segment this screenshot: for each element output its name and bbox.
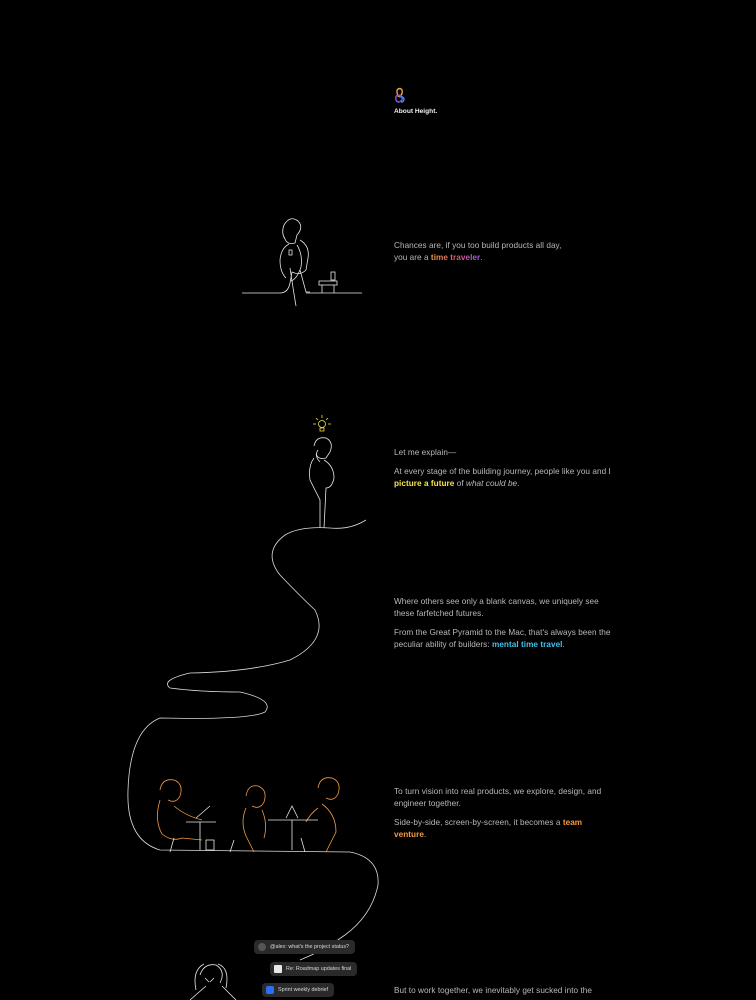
- team-highlight: team: [562, 818, 583, 827]
- mail-icon: [274, 965, 282, 973]
- explain-line-2: [394, 478, 694, 490]
- others-text: [394, 596, 694, 620]
- venture-highlight: venture: [394, 830, 424, 839]
- intro-line-2: [394, 252, 654, 264]
- overwhelmed-figure: [190, 964, 236, 1000]
- journey-path: [128, 520, 378, 960]
- team-suffix: .: [423, 830, 427, 839]
- others-line-4: [394, 639, 694, 651]
- explain-italic: what could be: [465, 479, 518, 488]
- explain-heading: Let me explain—: [394, 448, 457, 457]
- venture-text: [394, 817, 694, 841]
- notification-mention[interactable]: [254, 940, 355, 954]
- notification-text: Sprint weekly debrief: [278, 987, 329, 993]
- picture-future-highlight: picture a future: [394, 479, 455, 488]
- intro-suffix: .: [480, 253, 483, 262]
- team-line-3: [394, 817, 694, 829]
- intro-prefix: you are a: [394, 253, 431, 262]
- explain-mid: of: [454, 479, 466, 488]
- sitting-figure: [242, 219, 362, 306]
- height-logo-icon: [396, 89, 404, 103]
- team-text: [394, 786, 694, 810]
- intro-text: [394, 240, 654, 264]
- explain-suffix: .: [517, 479, 520, 488]
- others-line-2: these farfetched futures.: [394, 609, 484, 618]
- notification-calendar[interactable]: [262, 983, 334, 997]
- thinking-figure: [310, 415, 335, 528]
- page-title: About Height.: [394, 108, 438, 115]
- gear-icon: [258, 943, 266, 951]
- notification-text: Re: Roadmap updates final: [286, 966, 352, 972]
- others-prefix: peculiar ability of builders:: [394, 640, 492, 649]
- mental-time-travel-highlight: mental time travel: [491, 640, 563, 649]
- team-line-1: To turn vision into real products, we explore, design, and: [394, 787, 602, 796]
- team-line-2: engineer together.: [394, 799, 461, 808]
- others-line-3: From the Great Pyramid to the Mac, that's always been the: [394, 628, 611, 637]
- others-suffix: .: [562, 640, 565, 649]
- team-prefix: Side-by-side, screen-by-screen, it becomes a: [394, 818, 563, 827]
- work-line-1: But to work together, we inevitably get sucked into the: [394, 986, 592, 995]
- notification-text: @alex: what's the project status?: [270, 944, 350, 950]
- explain-line-1: At every stage of the building journey, people like you and I: [394, 467, 611, 476]
- team-figures: [157, 778, 339, 852]
- calendar-icon: [266, 986, 274, 994]
- explain-text: [394, 466, 694, 490]
- intro-line-1: Chances are, if you too build products all day,: [394, 241, 562, 250]
- work-text: [394, 985, 694, 997]
- notification-email[interactable]: [270, 962, 357, 976]
- builders-text: [394, 627, 694, 651]
- others-line-1: Where others see only a blank canvas, we uniquely see: [394, 597, 599, 606]
- team-line-4: [394, 829, 694, 841]
- time-traveler-highlight: time traveler: [430, 253, 481, 262]
